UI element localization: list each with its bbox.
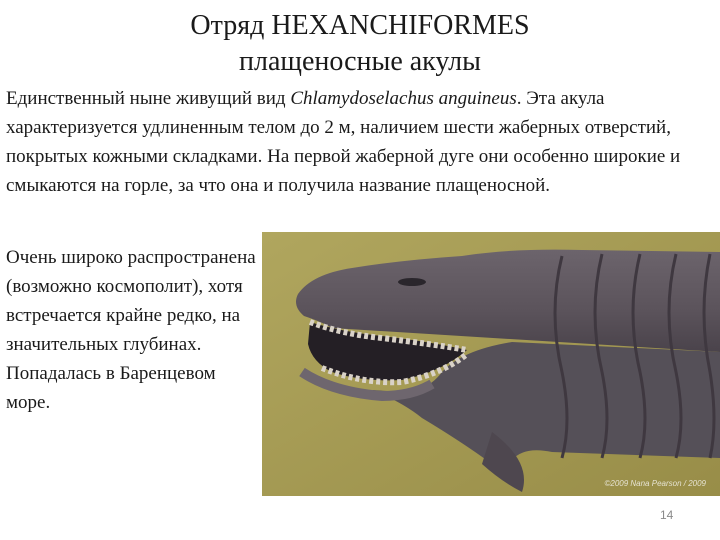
frilled-shark-photo [262,232,720,496]
species-name: Chlamydoselachus anguineus [290,88,517,109]
intro-paragraph [6,84,711,200]
intro-text-start: Единственный ныне живущий вид [6,88,291,109]
distribution-paragraph: Очень широко распространена (возможно космополит), хотя встречается крайне редко, на значительных глубинах. Попадалась в Баренцевом море. [6,247,256,413]
page-number: 14 [660,508,674,522]
shark-illustration [262,232,720,496]
slide-title [0,8,720,80]
title-line-1: Отряд HEXANCHIFORMES [190,10,530,41]
intro-text-end: . Эта акула характеризуется удлиненным телом до 2 м, наличием шести жаберных отверстий, покрытых кожными складками. На первой жаберной дуге они особенно широкие и смыкаются на горле, за что она и получила название плащеносной. [6,88,681,196]
photo-credit: ©2009 Nana Pearson / 2009 [604,479,706,488]
title-line-2: плащеносные акулы [239,46,481,77]
shark-eye [398,278,426,286]
